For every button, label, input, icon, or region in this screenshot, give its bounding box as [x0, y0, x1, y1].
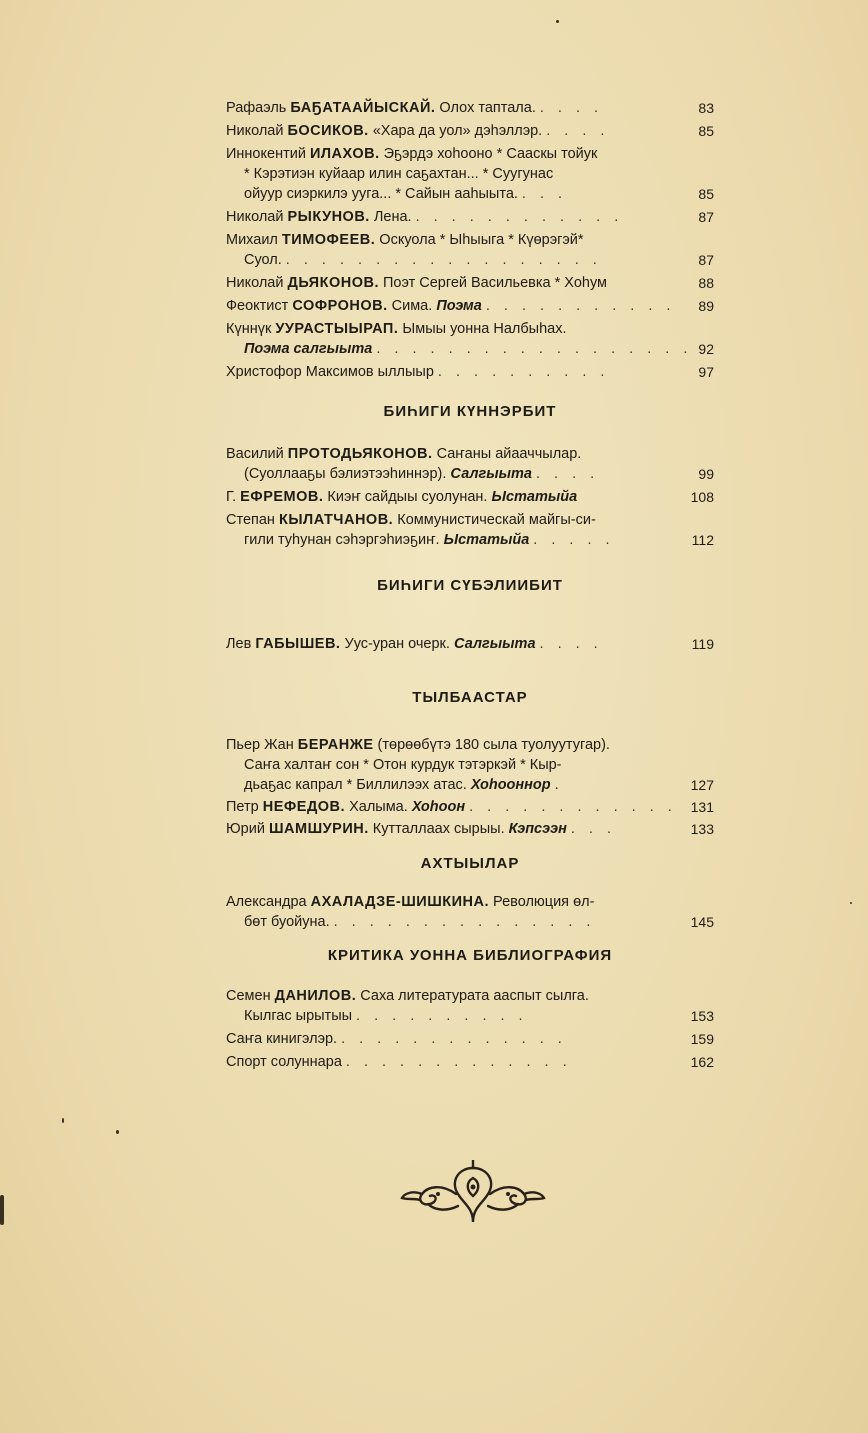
- page-number: 162: [690, 1054, 714, 1070]
- title-text: Спорт солуннара: [226, 1054, 342, 1070]
- toc-entry: [226, 121, 714, 141]
- toc-entry-text: [226, 273, 607, 293]
- section-heading: БИҺИГИ КҮННЭРБИТ: [383, 403, 557, 420]
- toc-entry-line: [226, 121, 714, 141]
- page-number: 87: [698, 252, 714, 268]
- title-text: Кылгас ырытыы: [244, 1008, 353, 1024]
- dot-leader: . . . . . . . . . . . . .: [345, 1054, 572, 1070]
- toc-entry: [226, 892, 714, 932]
- toc-entry: [226, 797, 714, 817]
- title-text: Уус-уран очерк.: [340, 636, 454, 652]
- toc-group-kritika: [226, 986, 714, 1072]
- toc-entry-text: [244, 1006, 352, 1026]
- toc-entry-line: [226, 144, 714, 164]
- toc-entry-text: [226, 1052, 342, 1072]
- title-text: Феоктист: [226, 298, 293, 314]
- toc-entry: [226, 207, 714, 227]
- toc-entry: [226, 230, 714, 270]
- toc-entry-text: [226, 797, 465, 817]
- title-text: Революция өл-: [489, 894, 595, 910]
- paper-speck: [850, 902, 852, 904]
- dot-leader: . . . . . . . . . . . .: [469, 799, 677, 815]
- title-text: Коммунистическай майгы-си-: [393, 512, 596, 528]
- toc-entry-line: [226, 250, 714, 270]
- toc-group-akhtyylar: [226, 892, 714, 932]
- toc-entry-text: [226, 144, 597, 164]
- toc-entry-line: [226, 797, 714, 817]
- title-text: Оскуола * Ыһыыга * Күөрэгэй*: [375, 232, 584, 248]
- genre-label: Ыстатыйа: [491, 489, 578, 505]
- toc-entry-text: [244, 775, 559, 795]
- author-name: КЫЛАТЧАНОВ.: [278, 512, 394, 528]
- toc-entry-line: [226, 986, 714, 1006]
- toc-entry-text: [226, 986, 589, 1006]
- toc-entry-text: [226, 634, 536, 654]
- genre-label: Хоһооннор: [470, 777, 551, 793]
- toc-entry-text: [226, 121, 542, 141]
- genre-label: Поэма: [436, 298, 482, 314]
- title-text: Суол.: [244, 252, 282, 268]
- toc-entry-text: [244, 250, 282, 270]
- dot-leader: . . . . . . . . . .: [356, 1008, 528, 1024]
- toc-entry-line: [226, 912, 714, 932]
- page-number: 99: [698, 466, 714, 482]
- author-name: СОФРОНОВ.: [292, 298, 388, 314]
- title-text: Николай: [226, 275, 288, 291]
- title-text: Саҥа халтаҥ сон * Отон курдук тэтэркэй * Кыр-: [244, 757, 562, 773]
- page-number: 108: [690, 489, 714, 505]
- dot-leader: . . . . . . . . . . . . .: [341, 1031, 567, 1047]
- toc-entry-text: [226, 319, 566, 339]
- title-text: Лена.: [369, 209, 412, 225]
- toc-entry-line: [226, 464, 714, 484]
- dot-leader: . . .: [570, 821, 617, 837]
- toc-group-tylbaastar: [226, 735, 714, 839]
- toc-entry-line: [226, 530, 714, 550]
- toc-entry-line: [226, 487, 714, 507]
- author-name: ЕФРЕМОВ.: [240, 489, 324, 505]
- toc-entry-line: [226, 164, 714, 184]
- toc-entry: [226, 296, 714, 316]
- page-number: 119: [691, 636, 714, 652]
- author-name: БЕРАНЖЕ: [297, 737, 374, 753]
- title-text: (төрөөбүтэ 180 сыла туолуутугар).: [373, 737, 610, 753]
- title-text: бөт буойуна.: [244, 914, 330, 930]
- toc-entry-text: [244, 464, 532, 484]
- title-text: гили туһунан сэһэргэһиэҕиҥ.: [244, 532, 444, 548]
- toc-entry-line: [226, 1052, 714, 1072]
- author-name: ШАМШУРИН.: [268, 821, 369, 837]
- toc-entry: [226, 735, 714, 795]
- dot-leader: . . . .: [546, 123, 610, 139]
- title-text: Саҥаны айааччылар.: [432, 446, 582, 462]
- decorative-vignette-icon: [398, 1160, 548, 1230]
- paper-speck: [116, 1130, 119, 1134]
- dot-leader: . . . . . . . . . . . . . . .: [333, 914, 596, 930]
- toc-entry: [226, 144, 714, 204]
- toc-entry-text: [226, 487, 577, 507]
- author-name: ДЬЯКОНОВ.: [287, 275, 379, 291]
- page-number: 133: [690, 821, 714, 837]
- page-number: 85: [698, 186, 714, 202]
- title-text: Олох таптала.: [435, 100, 536, 116]
- title-text: Киэҥ сайдыы суолунан.: [323, 489, 492, 505]
- toc-entry: [226, 319, 714, 359]
- toc-entry-text: [226, 230, 584, 250]
- title-text: Юрий: [226, 821, 269, 837]
- dot-leader: . . . .: [535, 466, 600, 482]
- title-text: Михаил: [226, 232, 282, 248]
- toc-entry: [226, 986, 714, 1026]
- toc-entry-text: [244, 530, 529, 550]
- page-number: 85: [698, 123, 714, 139]
- toc-entry: [226, 1052, 714, 1072]
- title-text: .: [550, 777, 559, 793]
- toc-entry-line: [226, 230, 714, 250]
- page-number: 87: [698, 209, 714, 225]
- toc-entry-line: [226, 510, 714, 530]
- toc-entry: [226, 510, 714, 550]
- title-text: Ымыы уонна Налбыһах.: [398, 321, 567, 337]
- toc-entry: [226, 1029, 714, 1049]
- toc-entry: [226, 98, 714, 118]
- toc-entry-text: [226, 1029, 337, 1049]
- section-heading: КРИТИКА УОННА БИБЛИОГРАФИЯ: [327, 947, 613, 964]
- title-text: Эҕэрдэ хоһооно * Сааскы тойук: [379, 146, 598, 162]
- title-text: * Кэрэтиэн куйаар илин саҕахтан... * Суугунас: [244, 166, 554, 182]
- toc-group-bihigi-subeliibit: [226, 634, 714, 654]
- title-text: Николай: [226, 123, 288, 139]
- page-number: 127: [690, 777, 714, 793]
- genre-label: Кэпсээн: [508, 821, 567, 837]
- page-number: 88: [698, 275, 714, 291]
- page-number: 97: [698, 364, 714, 380]
- page-number: 92: [698, 341, 714, 357]
- toc-entry-line: [226, 339, 714, 359]
- genre-label: Хоһоон: [411, 799, 466, 815]
- dot-leader: . . . . . . . . . . . .: [415, 209, 624, 225]
- toc-entry-line: [226, 296, 714, 316]
- page-number: 89: [698, 298, 714, 314]
- toc-entry-text: [226, 362, 434, 382]
- toc-entry-text: [244, 339, 372, 359]
- title-text: Иннокентий: [226, 146, 310, 162]
- section-heading: ТЫЛБААСТАР: [412, 689, 528, 706]
- title-text: дьаҕас капрал * Биллилээх атас.: [244, 777, 471, 793]
- toc-entry-line: [226, 273, 714, 293]
- section-heading: АХТЫЫЛАР: [420, 855, 520, 872]
- toc-entry-text: [226, 892, 594, 912]
- dot-leader: . . .: [521, 186, 568, 202]
- title-text: «Хара да уол» дэһэллэр.: [368, 123, 543, 139]
- toc-entry-text: [244, 755, 562, 775]
- author-name: РЫКУНОВ.: [287, 209, 370, 225]
- title-text: Г.: [226, 489, 241, 505]
- paper-edge-mark: [0, 1195, 4, 1225]
- toc-entry-line: [226, 892, 714, 912]
- toc-entry-text: [244, 164, 553, 184]
- toc-entry-line: [226, 819, 714, 839]
- author-name: ДАНИЛОВ.: [274, 988, 357, 1004]
- title-text: Халыма.: [345, 799, 412, 815]
- title-text: (Суоллааҕы бэлиэтээһиннэр).: [244, 466, 451, 482]
- title-text: Николай: [226, 209, 288, 225]
- toc-entry: [226, 634, 714, 654]
- title-text: ойуур сиэркилэ ууга... * Сайын ааһыыта.: [244, 186, 518, 202]
- title-text: Христофор Максимов ыллыыр: [226, 364, 434, 380]
- page-number: 83: [698, 100, 714, 116]
- paper-speck: [62, 1118, 64, 1123]
- toc-entry-text: [244, 184, 518, 204]
- toc-entry: [226, 819, 714, 839]
- toc-entry: [226, 487, 714, 507]
- toc-entry-line: [226, 444, 714, 464]
- toc-entry-text: [226, 444, 581, 464]
- toc-entry-text: [226, 207, 412, 227]
- toc-entry-line: [226, 1006, 714, 1026]
- author-name: ИЛАХОВ.: [309, 146, 380, 162]
- dot-leader: . . . . .: [533, 532, 615, 548]
- title-text: Саҥа кинигэлэр.: [226, 1031, 338, 1047]
- title-text: Кутталлаах сырыы.: [368, 821, 509, 837]
- toc-entry-text: [226, 819, 567, 839]
- toc-entry-text: [226, 510, 596, 530]
- page-number: 153: [690, 1008, 714, 1024]
- dot-leader: . . . .: [539, 100, 604, 116]
- page-number: 159: [690, 1031, 714, 1047]
- toc-entry-line: [226, 755, 714, 775]
- dot-leader: . . . . . . . . . . .: [485, 298, 676, 314]
- title-text: Александра: [226, 894, 311, 910]
- toc-entry-line: [226, 184, 714, 204]
- paper-speck: [556, 20, 559, 23]
- toc-entry-line: [226, 98, 714, 118]
- title-text: Лев: [226, 636, 256, 652]
- page-number: 145: [690, 914, 714, 930]
- page-number: 112: [691, 532, 714, 548]
- dot-leader: . . . . . . . . . . . . . . . . . .: [285, 252, 602, 268]
- toc-entry-text: [226, 735, 610, 755]
- toc-entry-line: [226, 634, 714, 654]
- toc-group-poetry: [226, 98, 714, 382]
- title-text: Степан: [226, 512, 279, 528]
- dot-leader: . . . . . . . . . .: [437, 364, 610, 380]
- title-text: Пьер Жан: [226, 737, 298, 753]
- author-name: БАҔАТААЙЫСКАЙ.: [290, 100, 436, 116]
- dot-leader: . . . . . . . . . . . . . . . . . .: [376, 341, 693, 357]
- genre-label: Салгыыта: [450, 466, 532, 482]
- toc-entry: [226, 362, 714, 382]
- author-name: НЕФЕДОВ.: [262, 799, 346, 815]
- toc-entry-text: [226, 296, 482, 316]
- toc-entry-line: [226, 319, 714, 339]
- toc-entry: [226, 273, 714, 293]
- author-name: ПРОТОДЬЯКОНОВ.: [287, 446, 433, 462]
- toc-entry-line: [226, 207, 714, 227]
- toc-entry-line: [226, 1029, 714, 1049]
- author-name: УУРАСТЫЫРАП.: [275, 321, 399, 337]
- author-name: ГАБЫШЕВ.: [255, 636, 341, 652]
- page-number: 131: [690, 799, 714, 815]
- genre-label: Салгыыта: [453, 636, 536, 652]
- genre-label: Поэма салгыыта: [244, 341, 373, 357]
- title-text: Сима.: [387, 298, 437, 314]
- toc-entry-text: [226, 98, 536, 118]
- section-heading: БИҺИГИ СҮБЭЛИИБИТ: [377, 577, 563, 594]
- toc-entry-text: [244, 912, 330, 932]
- author-name: АХАЛАДЗЕ-ШИШКИНА.: [310, 894, 490, 910]
- title-text: Саха литературата ааспыт сылга.: [356, 988, 589, 1004]
- author-name: БОСИКОВ.: [287, 123, 369, 139]
- title-text: Петр: [226, 799, 263, 815]
- author-name: ТИМОФЕЕВ.: [281, 232, 376, 248]
- title-text: Василий: [226, 446, 288, 462]
- title-text: Поэт Сергей Васильевка * Хоһум: [378, 275, 607, 291]
- title-text: Рафаэль: [226, 100, 291, 116]
- title-text: Күннүк: [226, 321, 276, 337]
- toc-entry-line: [226, 362, 714, 382]
- toc-entry-line: [226, 735, 714, 755]
- title-text: Семен: [226, 988, 275, 1004]
- toc-group-bihigi-kunnerbit: [226, 444, 714, 550]
- dot-leader: . . . .: [539, 636, 603, 652]
- toc-entry-line: [226, 775, 714, 795]
- toc-entry: [226, 444, 714, 484]
- genre-label: Ыстатыйа: [443, 532, 530, 548]
